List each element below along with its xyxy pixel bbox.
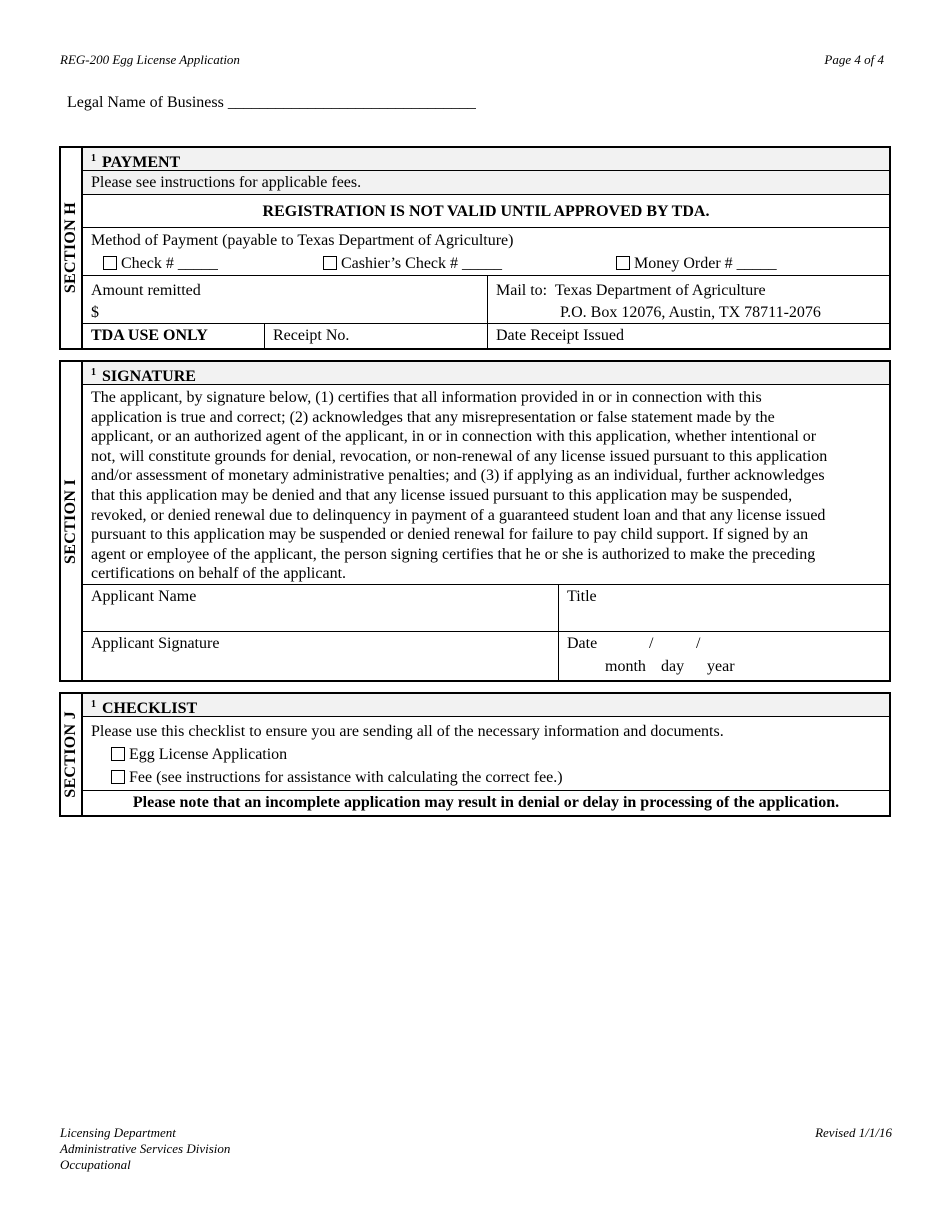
section-j-checklist: [59, 692, 891, 817]
date-year: year: [707, 657, 735, 675]
registration-notice: REGISTRATION IS NOT VALID UNTIL APPROVED BY TDA.: [83, 195, 889, 228]
section-h-label: SECTION H: [61, 148, 83, 348]
money-order-option[interactable]: Money Order # _____: [616, 255, 777, 273]
money-order-checkbox[interactable]: [616, 256, 630, 270]
payment-title: $^1$ PAYMENT: [83, 148, 889, 171]
checklist-checkbox[interactable]: [111, 747, 125, 761]
mail-to-address: Mail to: Texas Department of Agriculture P.O. Box 12076, Austin, TX 78711-2076: [487, 276, 889, 323]
check-checkbox[interactable]: [103, 256, 117, 270]
applicant-signature-field[interactable]: Applicant Signature: [91, 634, 220, 652]
tda-use-only: TDA USE ONLY: [91, 327, 208, 345]
section-i-label: SECTION I: [61, 362, 83, 680]
form-title: REG-200 Egg License Application: [60, 52, 240, 67]
date-label: Date: [567, 634, 598, 652]
checklist-item[interactable]: Egg License Application: [91, 743, 881, 766]
tda-use-row: [83, 324, 889, 348]
certification-text: The applicant, by signature below, (1) certifies that all information provided in or in connection with this application is true and correct; (2) acknowledges that any misrepresentation or false statement made by the applicant, or an authorized agent of the applicant, in or in connection with this application, whether intentional or not, will constitute grounds for denial, revocation, or non-renewal of any license issued pursuant to this application and/or assessment of monetary administrative penalties; and (3) if applying as an individual, further acknowledges that this application may be denied and that any license issued pursuant to this application may be suspended, revoked, or denied renewal due to delinquency in payment of a guaranteed student loan and that any license issued pursuant to this application may be suspended or denied renewal for failure to pay child support. If signed by an agent or employee of the applicant, the person signing certifies that he or she is authorized to make the preceding certifications on behalf of the applicant.: [83, 385, 889, 585]
cashiers-check-option[interactable]: Cashier’s Check # _____: [323, 255, 502, 273]
checklist-title: $^1$ CHECKLIST: [83, 694, 889, 717]
footer-revised: Revised 1/1/16: [815, 1125, 892, 1140]
check-option[interactable]: Check # _____: [103, 255, 218, 273]
legal-name-label: Legal Name of Business: [67, 94, 224, 111]
amount-remitted[interactable]: Amount remitted $: [91, 282, 201, 322]
legal-name-field[interactable]: _______________________________: [227, 94, 476, 111]
page-number: Page 4 of 4: [824, 52, 884, 67]
incomplete-application-note: Please note that an incomplete application may result in denial or delay in processing of the application.: [132, 794, 840, 811]
date-receipt-issued-field[interactable]: Date Receipt Issued: [487, 324, 889, 348]
date-field[interactable]: Date / / month day year: [558, 632, 889, 680]
section-i-signature: [59, 360, 891, 682]
checklist-item[interactable]: Fee (see instructions for assistance with calculating the correct fee.): [91, 766, 881, 789]
applicant-signature-row: [83, 632, 889, 680]
footer-department: Licensing Department Administrative Services Division Occupational: [60, 1125, 231, 1172]
amount-mail-row: [83, 276, 889, 324]
checklist-body: [83, 717, 889, 791]
date-month: month: [605, 657, 646, 675]
legal-name-row: [67, 94, 476, 112]
payment-method: [83, 228, 889, 276]
applicant-name-field[interactable]: Applicant Name: [91, 587, 197, 605]
cashiers-check-checkbox[interactable]: [323, 256, 337, 270]
title-field[interactable]: Title: [558, 585, 889, 631]
payment-method-label: Method of Payment (payable to Texas Department of Agriculture): [91, 232, 514, 249]
section-j-label: SECTION J: [61, 694, 83, 815]
signature-title: $^1$ SIGNATURE: [83, 362, 889, 385]
checklist-checkbox[interactable]: [111, 770, 125, 784]
receipt-no-field[interactable]: Receipt No.: [264, 324, 487, 348]
fee-instructions: Please see instructions for applicable fees.: [83, 171, 889, 195]
checklist-intro: Please use this checklist to ensure you are sending all of the necessary information and documents.: [91, 723, 724, 740]
applicant-name-row: [83, 585, 889, 632]
section-h-payment: [59, 146, 891, 350]
date-day: day: [661, 657, 685, 675]
